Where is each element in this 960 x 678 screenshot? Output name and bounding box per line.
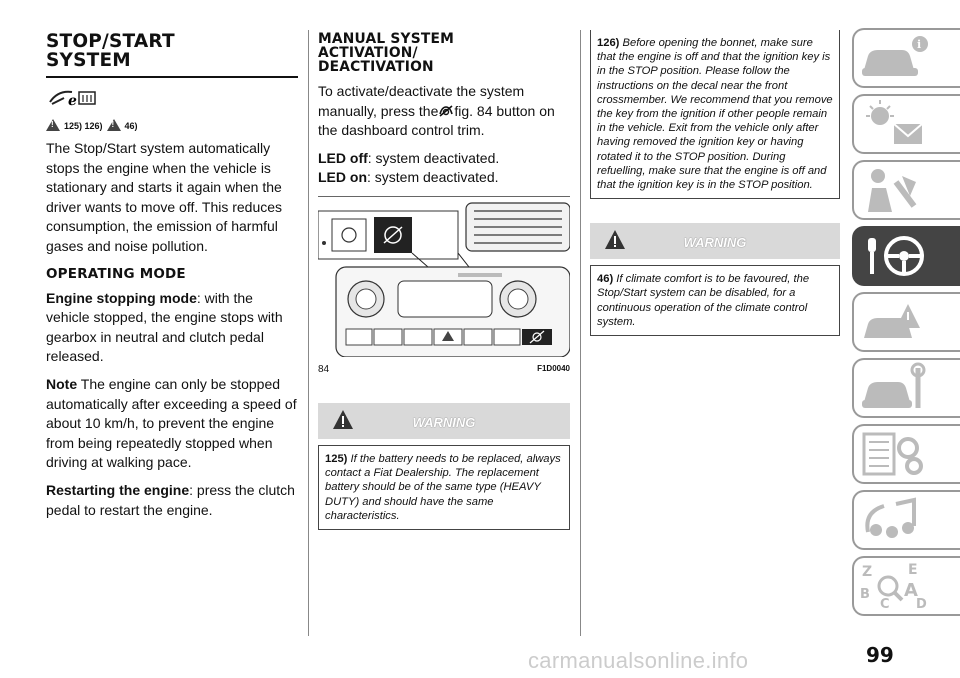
dashboard-illustration [318,197,570,357]
title-rule [46,76,298,78]
svg-text:B: B [860,587,870,602]
svg-text:C: C [880,597,890,612]
warning-references [46,119,298,131]
manual-activation-heading: MANUAL SYSTEM ACTIVATION/ DEACTIVATION [318,31,455,75]
warning-ref-text: 46) [124,121,138,131]
column-divider [308,30,309,636]
page-number: 99 [866,643,894,667]
car-crash-icon [854,294,934,350]
intro-paragraph: The Stop/Start system automatically stops the engine when the vehicle is stationary and starts it again when the driver wants to move off. This reduces consumption, the emission of harmful gases and noise pollution. [46,140,283,254]
column-3 [590,30,840,336]
tab-technical-data[interactable] [852,424,960,484]
tab-warning-lights[interactable] [852,94,960,154]
note-text: Before opening the bonnet, make sure that the engine is off and that the ignition key is in the STOP position. Please follow the instructions on the decal near the front crossmember. We recommend that you remove the key from the ignition if other people remain in the vehicle. Exit from the vehicle only after having removed the ignition key or having rotated it to the STOP position. During refuelling, make sure that the engine is off and that the ignition key is in the STOP position. [597,37,833,192]
tab-car-info[interactable] [852,28,960,88]
figure-caption [318,364,570,375]
watermark: carmanualsonline.info [528,648,749,673]
warning-number: 125) [325,452,348,465]
stop-start-button-icon [438,104,454,118]
warning-header [590,223,840,259]
warning-title: WARNING [683,235,747,251]
dashboard-figure [318,196,570,379]
warning-text: If climate comfort is to be favoured, the Stop/Start system can be disabled, for a continuous operation of the climate control system. [597,273,810,328]
car-info-icon [854,30,934,86]
warning-text: If the battery needs to be replaced, always contact a Fiat Dealership. The replacement battery should be of the same type (HEAVY DUTY) and should have the same characteristics. [325,452,561,522]
note-number: 126) [597,37,620,49]
section-title: STOP/START SYSTEM [46,31,175,71]
led-off-paragraph: LED off: system deactivated. [318,149,500,166]
column-divider [580,30,581,636]
warning-title: WARNING [412,414,476,430]
warning-header [318,403,570,439]
svg-text:D: D [916,597,927,612]
note-box [590,30,840,199]
tab-starting-driving[interactable] [852,226,960,286]
column-2 [318,30,570,530]
steering-wheel-key-icon [854,228,934,284]
activate-paragraph: To activate/deactivate the system manually, press the fig. 84 button on the dashboard control trim. [318,83,555,139]
tab-maintenance[interactable] [852,358,960,418]
tab-safety[interactable] [852,160,960,220]
seatbelt-airbag-icon [854,162,934,218]
warning-triangle-icon [46,119,60,131]
svg-text:i: i [917,38,922,51]
tab-index[interactable] [852,556,960,616]
warning-triangle-icon [107,119,121,131]
warning-ref-text: 125) 126) [64,121,103,131]
warning-box [318,445,570,530]
figure-code: F1D0040 [537,363,570,373]
svg-text:A: A [904,580,918,601]
column-1 [46,30,298,528]
car-wrench-icon [854,360,934,416]
led-on-paragraph: LED on: system deactivated. [318,169,499,186]
warning-light-icon [854,96,934,152]
operating-mode-heading: OPERATING MODE [46,265,186,282]
tab-emergency[interactable] [852,292,960,352]
specs-gears-icon [854,426,934,482]
note-paragraph: Note The engine can only be stopped automatically after exceeding a speed of about 10 km/h, to prevent the engine from being repeatedly stopped when driving at walking pace. [46,375,297,471]
figure-number: 84 [318,363,330,375]
warning-box [590,265,840,336]
svg-text:E: E [908,562,918,578]
multimedia-icon [854,492,934,548]
eco-stop-start-icon [46,86,298,113]
svg-text:ℯ: ℯ [68,93,77,108]
svg-text:Z: Z [862,564,873,580]
stop-mode-paragraph: Engine stopping mode: with the vehicle stopped, the engine stops with gearbox in neutral and clutch pedal released. [46,289,283,365]
alphabetical-index-icon [854,558,934,614]
warning-number: 46) [597,273,614,286]
restart-paragraph: Restarting the engine: press the clutch pedal to restart the engine. [46,481,295,518]
tab-multimedia[interactable] [852,490,960,550]
